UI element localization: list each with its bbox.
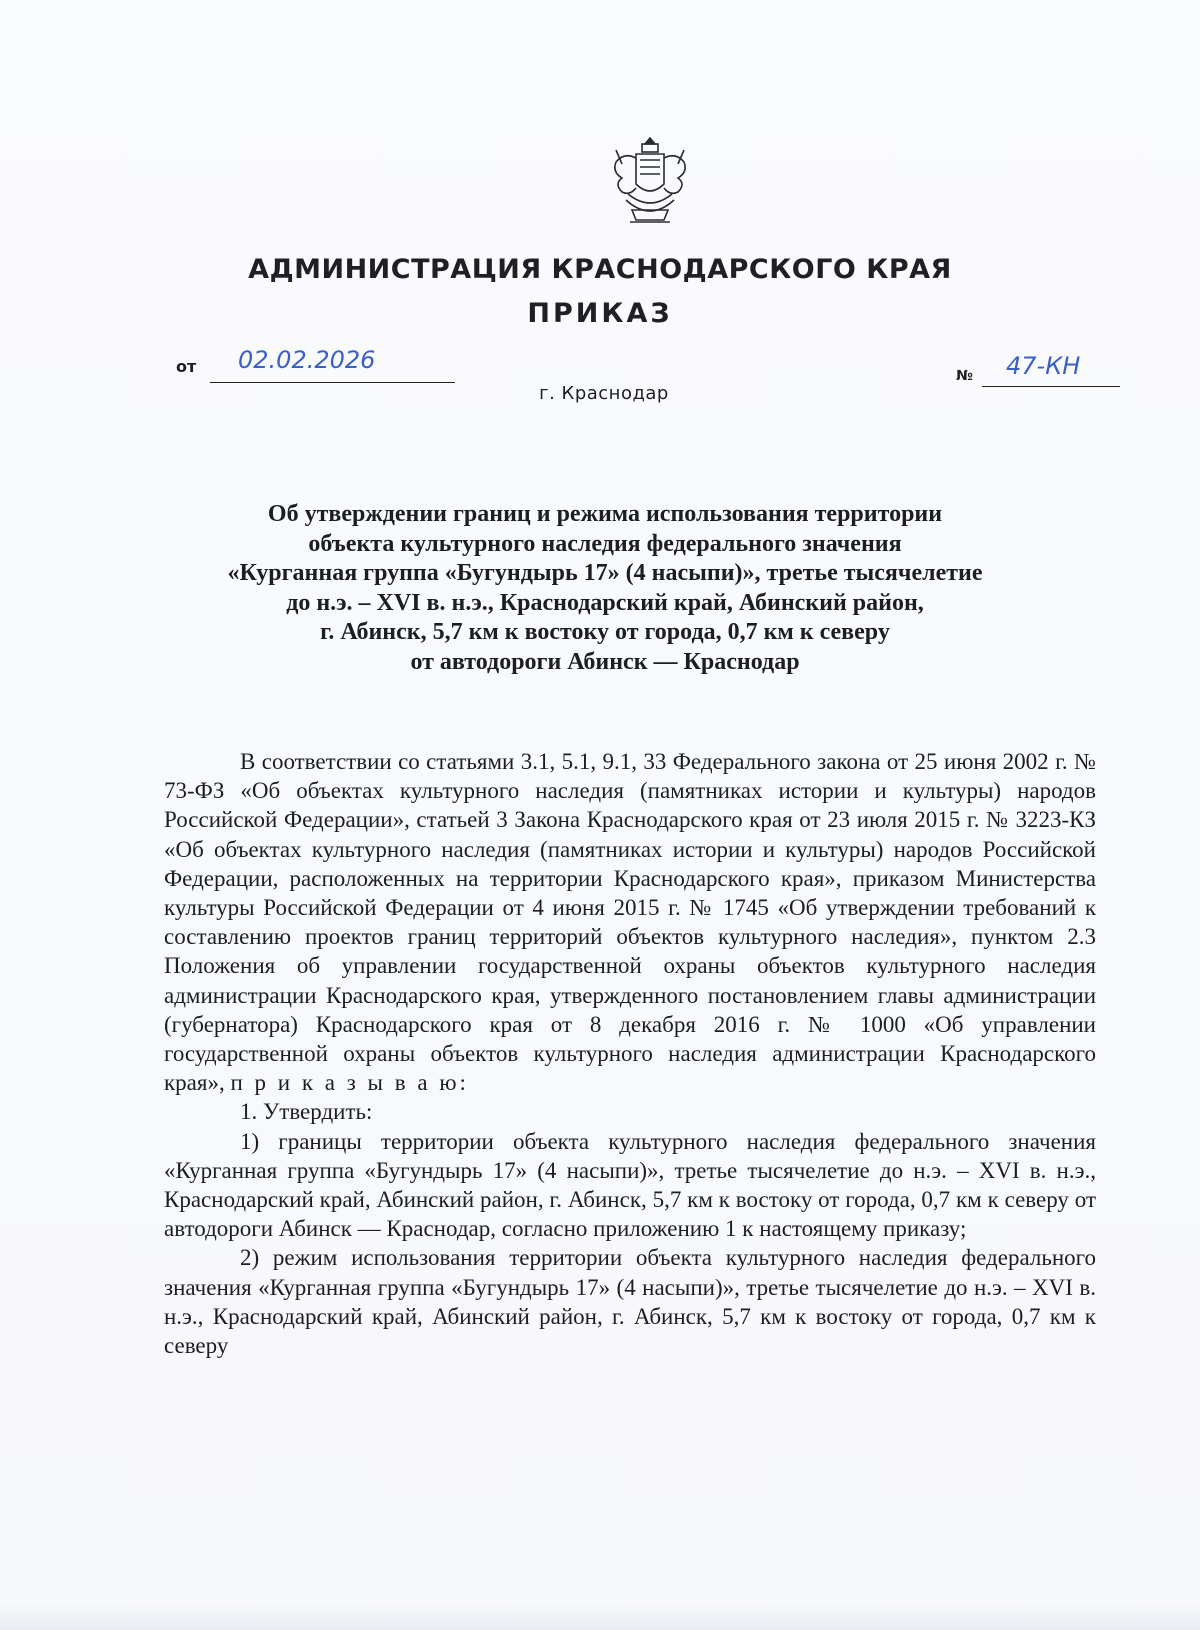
- coat-of-arms-icon: [608, 134, 692, 230]
- date-label: от: [176, 357, 197, 376]
- title-line: от автодороги Абинск — Краснодар: [410, 648, 800, 675]
- document-body: [164, 747, 1096, 1360]
- item-1: 1. Утвердить:: [240, 1099, 373, 1125]
- document-type: ПРИКАЗ: [527, 298, 673, 329]
- preamble-text: В соответствии со статьями 3.1, 5.1, 9.1, 33 Федерального закона от 25 июня 2002 г. № 73-ФЗ «Об объектах культурного наследия (памятниках истории и культуры) народов Российской Федерации», статьей 3 Закона Краснодарского края от 23 июля 2015 г. № 3223-КЗ «Об объектах культурного наследия (памятниках истории и культуры) народов Российской Федерации, расположенных на территории Краснодарского края», приказом Министерства культуры Российской Федерации от 4 июня 2015 г. № 1745 «Об утверждении требований к составлению проектов границ территорий объектов культурного наследия», пунктом 2.3 Положения об управлении государственной охраны объектов культурного наследия администрации Краснодарского края, утвержденного постановлением главы администрации (губернатора) Краснодарского края от 8 декабря 2016 г. № 1000 «Об управлении государственной охраны объектов культурного наследия администрации Краснодарского края»,: [164, 749, 1096, 1096]
- date-value: 02.02.2026: [238, 346, 376, 374]
- title-line: г. Абинск, 5,7 км к востоку от города, 0,7 км к северу: [320, 619, 890, 645]
- city: г. Краснодар: [539, 383, 669, 404]
- order-word: п р и к а з ы в а ю:: [230, 1070, 469, 1096]
- scan-edge: [0, 1605, 1200, 1630]
- document-title: [150, 500, 1060, 677]
- title-line: Об утверждении границ и режима использования территории: [267, 501, 943, 527]
- title-line: до н.э. – XVI в. н.э., Краснодарский край, Абинский район,: [286, 589, 924, 616]
- number-value: 47-КН: [1006, 352, 1081, 380]
- number-field: [982, 352, 1120, 387]
- preamble-paragraph: [164, 747, 1096, 1097]
- organization-name: АДМИНИСТРАЦИЯ КРАСНОДАРСКОГО КРАЯ: [248, 254, 952, 285]
- date-field: [210, 346, 455, 383]
- number-label: №: [956, 368, 973, 384]
- title-line: «Курганная группа «Бугундырь 17» (4 насыпи)», третье тысячелетие: [227, 560, 983, 586]
- title-line: объекта культурного наследия федерального значения: [308, 530, 902, 557]
- item-1-2: 2) режим использования территории объекта культурного наследия федерального значения «Курганная группа «Бугундырь 17» (4 насыпи)», третье тысячелетие до н.э. – XVI в. н.э., Краснодарский край, Абинский район, г. Абинск, 5,7 км к востоку от города, 0,7 км к северу: [164, 1245, 1096, 1359]
- item-1-1: 1) границы территории объекта культурного наследия федерального значения «Курганная группа «Бугундырь 17» (4 насыпи)», третье тысячелетие до н.э. – XVI в. н.э., Краснодарский край, Абинский район, г. Абинск, 5,7 км к востоку от города, 0,7 км к северу от автодороги Абинск — Краснодар, согласно приложению 1 к настоящему приказу;: [164, 1128, 1096, 1242]
